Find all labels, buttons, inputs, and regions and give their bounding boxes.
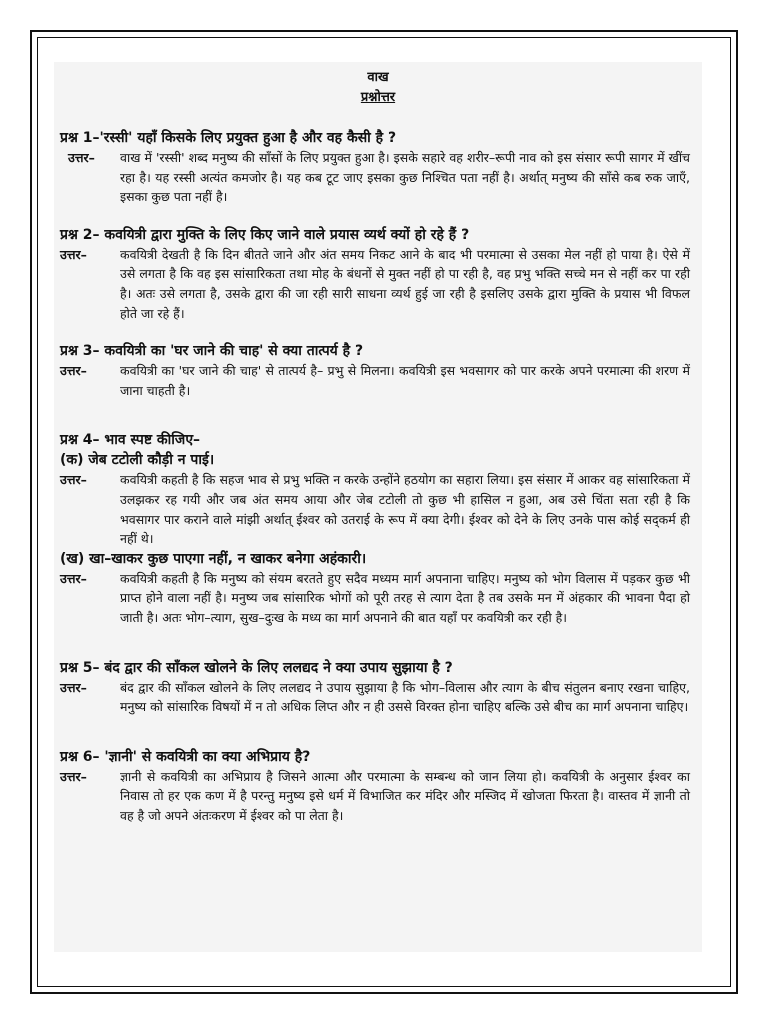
answer-text: ज्ञानी से कवयित्री का अभिप्राय है जिसने आत्मा और परमात्मा के सम्बन्ध को जान लिया हो। कवयित्री के अनुसार ईश्वर का निवास तो हर एक कण में है परन्तु मनुष्य इसे धर्म में विभाजित कर मंदिर और मस्जिद में खोजता फिरता है। वास्तव में ज्ञानी तो वह है जो अपने अंतःकरण में ईश्वर को पा लेता है। [120,768,690,823]
answer-text: बंद द्वार की साँकल खोलने के लिए ललद्यद ने उपाय सुझाया है कि भोग–विलास और त्याग के बीच संतुलन बनाए रखना चाहिए, मनुष्य को सांसारिक विषयों में न तो अधिक लिप्त और न ही उससे विरक्त होना चाहिए बल्कि उसे बीच का मार्ग अपनाना चाहिए। [120,679,690,715]
answer-label: उत्तर– [68,150,95,165]
question-2: प्रश्न 2– कवयित्री द्वारा मुक्ति के लिए किए जाने वाले प्रयास व्यर्थ क्यों हो रहे हैं ? [60,226,470,243]
answer-label: उत्तर– [60,472,87,488]
answer-text: कवयित्री का 'घर जाने की चाह' से तात्पर्य है– प्रभु से मिलना। कवयित्री इस भवसागर को पार करके अपने परमात्मा की शरण में जाना चाहती है। [120,363,690,398]
answer-6 [54,767,702,826]
document-page [54,62,702,952]
answer-1 [54,148,702,207]
answer-text: कवयित्री देखती है कि दिन बीतते जाने और अंत समय निकट आने के बाद भी परमात्मा से उसका मेल नहीं हो पाया है। ऐसे में उसे लगता है कि वह इस सांसारिकता तथा मोह के बंधनों से मुक्त नहीं हो पा रही है, वह प्रभु भक्ति सच्चे मन से नहीं कर पा रही है। अतः उसे लगता है, उसके द्वारा की जा रही सारी साधना व्यर्थ हुई जा रही है इसलिए उसके द्वारा मुक्ति के प्रयास भी विफल होते जा रहे हैं। [120,246,690,321]
answer-text: कवयित्री कहती है कि सहज भाव से प्रभु भक्ति न करके उन्होंने हठयोग का सहारा लिया। इस संसार में आकर वह सांसारिकता में उलझकर रह गयी और जब अंत समय आया और जेब टटोली तो कुछ भी हासिल न हुआ, अब उसे चिंता सता रही है कि भवसागर पार कराने वाले मांझी अर्थात् ईश्वर को उतराई के रूप में क्या देगी। ईश्वर को देने के लिए उनके पास कोई सद्कर्म ही नहीं थे। [120,472,690,547]
question-4-part-a: (क) जेब टटोली कौड़ी न पाई। [60,452,215,469]
answer-label: उत्तर– [60,768,87,784]
question-1: प्रश्न 1–'रस्सी' यहाँ किसके लिए प्रयुक्त हुआ है और वह कैसी है ? [60,130,397,146]
answer-label: उत्तर– [60,679,87,695]
answer-5 [54,678,702,717]
answer-text: कवयित्री कहती है कि मनुष्य को संयम बरतते हुए सदैव मध्यम मार्ग अपनाना चाहिए। मनुष्य को भोग विलास में पड़कर कुछ भी प्राप्त होने वाला नहीं है। मनुष्य जब सांसारिक भोगों को पूरी तरह से त्याग देता है तब उसके मन में अंहकार की भावना पैदा हो जाती है। अतः भोग–त्याग, सुख–दुःख के मध्य का मार्ग अपनाने की बात यहाँ पर कवयित्री कर रही है। [120,570,690,625]
question-3: प्रश्न 3– कवयित्री का 'घर जाने की चाह' से क्या तात्पर्य है ? [60,343,364,360]
answer-label: उत्तर– [60,570,87,586]
question-5: प्रश्न 5– बंद द्वार की साँकल खोलने के लिए ललद्यद ने क्या उपाय सुझाया है ? [60,659,453,676]
question-4: प्रश्न 4– भाव स्पष्ट कीजिए– [60,432,201,449]
document-subtitle: प्रश्नोत्तर [360,90,396,105]
question-4-part-b: (ख) खा–खाकर कुछ पाएगा नहीं, न खाकर बनेगा अहंकारी। [60,550,367,567]
answer-label: उत्तर– [60,363,87,379]
answer-4a [54,470,702,548]
document-title: वाख [367,70,389,85]
answer-label: उत्तर– [60,246,87,262]
answer-text: वाख में 'रस्सी' शब्द मनुष्य की साँसों के लिए प्रयुक्त हुआ है। इसके सहारे वह शरीर–रूपी नाव को इस संसार रूपी सागर में खींच रहा है। यह रस्सी अत्यंत कमजोर है। यह कब टूट जाए इसका कुछ निश्चित पता नहीं है। अर्थात् मनुष्य की साँसे कब रुक जाएँ, इसका कुछ पता नहीं है। [120,150,690,205]
answer-3 [54,361,702,400]
question-6: प्रश्न 6– 'ज्ञानी' से कवयित्री का क्या अभिप्राय है? [60,748,311,765]
answer-2 [54,245,702,323]
answer-4b [54,569,702,628]
